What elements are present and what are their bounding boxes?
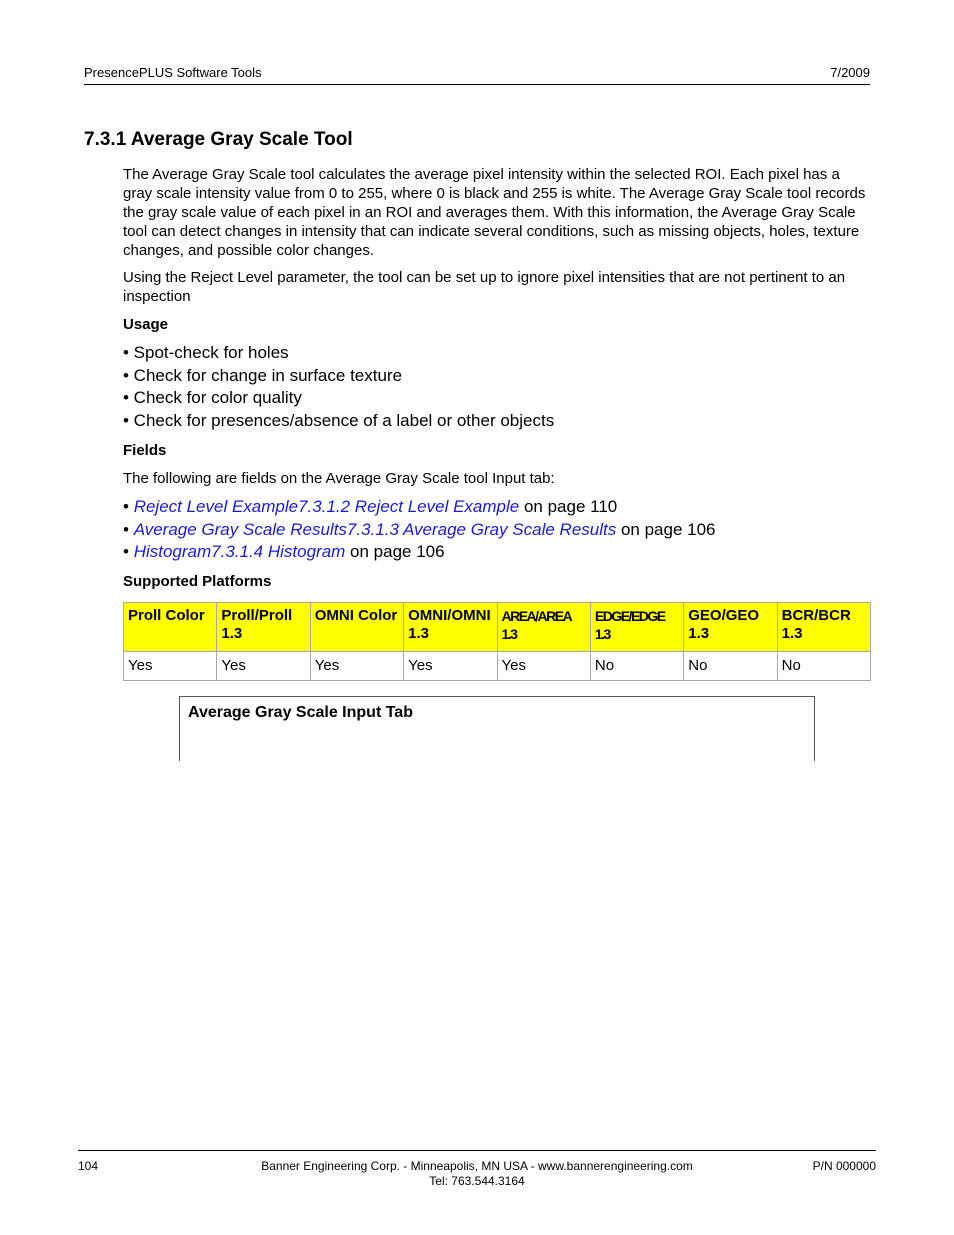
footer-company: Banner Engineering Corp. - Minneapolis, MN USA - www.bannerengineering.com Tel: 763.544.3164 (261, 1159, 693, 1188)
table-cell: Yes (310, 652, 403, 681)
intro-paragraph: The Average Gray Scale tool calculates the average pixel intensity within the selected ROI. Each pixel has a gray scale intensity value from 0 to 255, where 0 is black and 255 is white. The Average Gray Scale tool records the gray scale value of each pixel in an ROI and averages them. With this information, the Average Gray Scale tool can detect changes in intensity that can indicate several conditions, such as missing objects, holes, texture changes, and possible color changes. (123, 166, 866, 259)
fields-heading: Fields (123, 442, 167, 459)
platforms-heading: Supported Platforms (123, 573, 272, 590)
section-title: 7.3.1 Average Gray Scale Tool (84, 129, 353, 150)
list-item: • Check for color quality (123, 388, 302, 408)
table-cell: Yes (497, 652, 590, 681)
col-header: Proll/Proll 1.3 (217, 603, 310, 652)
reject-level-link[interactable]: Reject Level Example7.3.1.2 Reject Level Example (133, 497, 520, 516)
table-cell: No (590, 652, 683, 681)
table-row (124, 652, 871, 681)
page-footer (78, 1150, 876, 1188)
col-header: OMNI/OMNI 1.3 (404, 603, 497, 652)
list-item: • Check for presences/absence of a label or other objects (123, 411, 555, 431)
table-cell: Yes (124, 652, 217, 681)
usage-list (123, 342, 554, 433)
col-header: AREA/AREA 1.3 (497, 603, 590, 652)
list-item: • Check for change in surface texture (123, 365, 403, 385)
results-link[interactable]: Average Gray Scale Results7.3.1.3 Average Gray Scale Results (133, 519, 617, 539)
page-number: 104 (78, 1159, 99, 1173)
list-item: • Average Gray Scale Results7.3.1.3 Average Gray Scale Results on page 106 (123, 519, 716, 539)
table-cell: No (684, 652, 777, 681)
col-header: BCR/BCR 1.3 (777, 603, 870, 652)
header-date: 7/2009 (830, 65, 870, 80)
table-cell: No (777, 652, 870, 681)
page-header (84, 64, 870, 85)
list-item: • Reject Level Example7.3.1.2 Reject Level Example on page 110 (123, 497, 618, 516)
fields-link-list (123, 496, 716, 564)
list-item: • Spot-check for holes (123, 343, 289, 362)
histogram-link[interactable]: Histogram7.3.1.4 Histogram (133, 542, 346, 562)
platforms-table (123, 602, 871, 681)
fields-intro: The following are fields on the Average Gray Scale tool Input tab: (123, 470, 555, 487)
list-item: • Histogram7.3.1.4 Histogram on page 106 (123, 542, 445, 562)
table-cell: Yes (404, 652, 497, 681)
header-doc-title: PresencePLUS Software Tools (84, 65, 262, 80)
col-header: OMNI Color (310, 603, 403, 652)
col-header: GEO/GEO 1.3 (684, 603, 777, 652)
input-tab-title: Average Gray Scale Input Tab (188, 704, 413, 721)
reject-level-paragraph: Using the Reject Level parameter, the tool can be set up to ignore pixel intensities that are not pertinent to an inspection (123, 269, 846, 305)
table-cell: Yes (217, 652, 310, 681)
usage-heading: Usage (123, 316, 169, 333)
col-header: EDGE/EDGE 1.3 (590, 603, 683, 652)
table-header-row (124, 603, 871, 652)
part-number: P/N 000000 (812, 1159, 876, 1173)
col-header: Proll Color (124, 603, 217, 652)
input-tab-box (179, 696, 815, 761)
